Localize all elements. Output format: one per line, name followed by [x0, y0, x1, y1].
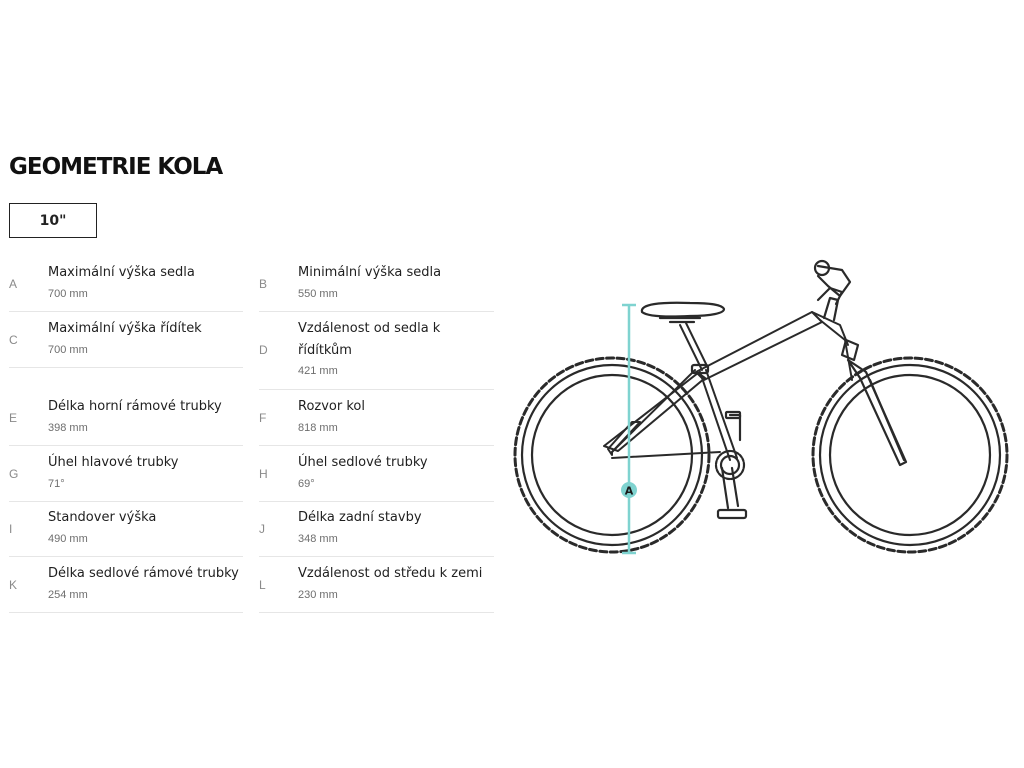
page-title: GEOMETRIE KOLA — [9, 154, 223, 180]
geometry-row-c — [9, 318, 243, 368]
geometry-letter: E — [9, 411, 18, 425]
geometry-row-a — [9, 262, 243, 312]
geometry-letter: B — [259, 277, 268, 291]
geometry-row-h — [259, 452, 494, 502]
geometry-label: Standover výška — [48, 510, 157, 525]
geometry-letter: D — [259, 343, 268, 357]
geometry-row-i — [9, 507, 243, 557]
geometry-value: 421 mm — [298, 365, 338, 377]
geometry-value: 254 mm — [48, 589, 88, 601]
geometry-row-f — [259, 396, 494, 446]
geometry-value: 71° — [48, 478, 65, 490]
geometry-letter: J — [259, 522, 265, 536]
geometry-label: Minimální výška sedla — [298, 265, 442, 280]
geometry-value: 348 mm — [298, 533, 338, 545]
geometry-letter: H — [259, 467, 268, 481]
bike-geometry-diagram — [505, 250, 1020, 565]
handlebar — [815, 261, 850, 320]
geometry-label: Délka sedlové rámové trubky — [48, 566, 239, 581]
geometry-row-d — [259, 318, 494, 390]
geometry-label: Maximální výška řídítek — [48, 321, 202, 336]
geometry-value: 398 mm — [48, 422, 88, 434]
front-wheel — [813, 358, 1007, 552]
geometry-label: Úhel sedlové trubky — [298, 455, 428, 470]
geometry-letter: F — [259, 411, 267, 425]
crankset — [716, 412, 746, 518]
geometry-label: Vzdálenost od sedla k řídítkům — [298, 321, 441, 358]
geometry-value: 69° — [298, 478, 315, 490]
geometry-value: 700 mm — [48, 344, 88, 356]
geometry-row-j — [259, 507, 494, 557]
measurement-a-label: A — [624, 484, 634, 498]
geometry-value: 230 mm — [298, 589, 338, 601]
geometry-letter: I — [9, 522, 13, 536]
saddle — [642, 303, 724, 322]
size-selector-button[interactable]: 10" — [9, 203, 97, 238]
geometry-label: Úhel hlavové trubky — [48, 455, 179, 470]
geometry-value: 700 mm — [48, 288, 88, 300]
geometry-value: 818 mm — [298, 422, 338, 434]
geometry-label: Délka zadní stavby — [298, 510, 422, 525]
geometry-label: Délka horní rámové trubky — [48, 399, 222, 414]
geometry-letter: G — [9, 467, 19, 481]
geometry-label: Maximální výška sedla — [48, 265, 195, 280]
geometry-letter: K — [9, 578, 18, 592]
geometry-letter: L — [259, 578, 266, 592]
geometry-row-g — [9, 452, 243, 502]
geometry-row-k — [9, 563, 243, 613]
geometry-letter: A — [9, 277, 18, 291]
geometry-row-l — [259, 563, 494, 613]
geometry-row-e — [9, 396, 243, 446]
geometry-label: Vzdálenost od středu k zemi — [298, 566, 483, 581]
geometry-letter: C — [9, 333, 18, 347]
geometry-value: 550 mm — [298, 288, 338, 300]
geometry-row-b — [259, 262, 494, 312]
geometry-label: Rozvor kol — [298, 399, 365, 414]
geometry-value: 490 mm — [48, 533, 88, 545]
